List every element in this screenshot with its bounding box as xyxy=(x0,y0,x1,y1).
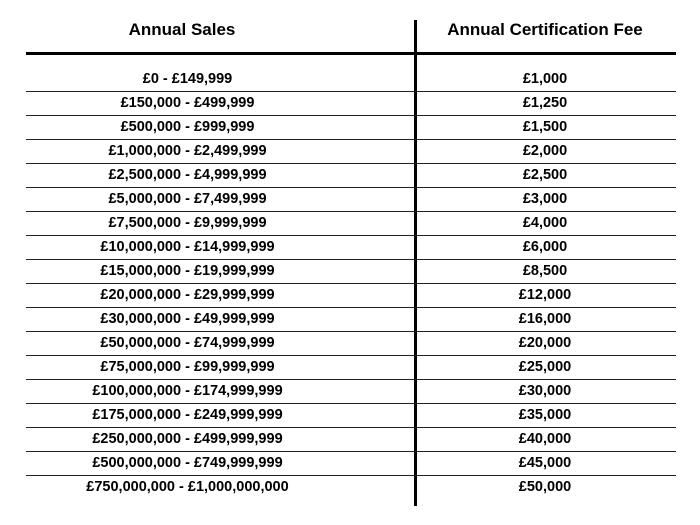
sales-range-cell: £2,500,000 - £4,999,999 xyxy=(108,167,267,183)
header-divider xyxy=(26,52,676,55)
table-row xyxy=(26,404,676,428)
certification-fee-cell: £2,000 xyxy=(522,143,568,159)
certification-fee-cell: £20,000 xyxy=(518,335,572,351)
table-row xyxy=(26,164,676,188)
sales-range-cell: £50,000,000 - £74,999,999 xyxy=(100,335,275,351)
table-row xyxy=(26,92,676,116)
certification-fee-cell: £16,000 xyxy=(518,311,572,327)
table-row xyxy=(26,212,676,236)
table-row xyxy=(26,332,676,356)
header-annual-certification-fee: Annual Certification Fee xyxy=(447,20,643,39)
sales-range-cell: £20,000,000 - £29,999,999 xyxy=(100,287,275,303)
table-row xyxy=(26,308,676,332)
sales-range-cell: £0 - £149,999 xyxy=(142,71,233,87)
table-row xyxy=(26,428,676,452)
sales-range-cell: £30,000,000 - £49,999,999 xyxy=(100,311,275,327)
table-row xyxy=(26,284,676,308)
certification-fee-cell: £25,000 xyxy=(518,359,572,375)
sales-range-cell: £10,000,000 - £14,999,999 xyxy=(100,239,275,255)
certification-fee-cell: £30,000 xyxy=(518,383,572,399)
certification-fee-cell: £4,000 xyxy=(522,215,568,231)
table-row xyxy=(26,236,676,260)
table-row xyxy=(26,380,676,404)
sales-range-cell: £75,000,000 - £99,999,999 xyxy=(100,359,275,375)
sales-range-cell: £100,000,000 - £174,999,999 xyxy=(92,383,283,399)
sales-range-cell: £7,500,000 - £9,999,999 xyxy=(108,215,267,231)
certification-fee-cell: £45,000 xyxy=(518,455,572,471)
table-row xyxy=(26,68,676,92)
table-row xyxy=(26,140,676,164)
sales-range-cell: £500,000 - £999,999 xyxy=(120,119,255,135)
table-row xyxy=(26,188,676,212)
certification-fee-cell: £6,000 xyxy=(522,239,568,255)
table-body xyxy=(26,68,676,500)
sales-range-cell: £750,000,000 - £1,000,000,000 xyxy=(86,479,289,495)
certification-fee-cell: £12,000 xyxy=(518,287,572,303)
table-row xyxy=(26,116,676,140)
sales-range-cell: £15,000,000 - £19,999,999 xyxy=(100,263,275,279)
sales-range-cell: £1,000,000 - £2,499,999 xyxy=(108,143,267,159)
certification-fee-cell: £8,500 xyxy=(522,263,568,279)
sales-range-cell: £175,000,000 - £249,999,999 xyxy=(92,407,283,423)
certification-fee-cell: £3,000 xyxy=(522,191,568,207)
certification-fee-cell: £50,000 xyxy=(518,479,572,495)
sales-range-cell: £250,000,000 - £499,999,999 xyxy=(92,431,283,447)
table-row xyxy=(26,260,676,284)
certification-fee-cell: £1,500 xyxy=(522,119,568,135)
sales-range-cell: £5,000,000 - £7,499,999 xyxy=(108,191,267,207)
header-annual-sales: Annual Sales xyxy=(128,20,236,39)
table-row xyxy=(26,452,676,476)
certification-fee-cell: £40,000 xyxy=(518,431,572,447)
certification-fee-cell: £2,500 xyxy=(522,167,568,183)
certification-fee-cell: £35,000 xyxy=(518,407,572,423)
sales-range-cell: £500,000,000 - £749,999,999 xyxy=(92,455,283,471)
sales-range-cell: £150,000 - £499,999 xyxy=(120,95,255,111)
certification-fee-cell: £1,000 xyxy=(522,71,568,87)
table-row xyxy=(26,356,676,380)
table-row xyxy=(26,476,676,500)
certification-fee-cell: £1,250 xyxy=(522,95,568,111)
table-header-row xyxy=(0,0,700,54)
